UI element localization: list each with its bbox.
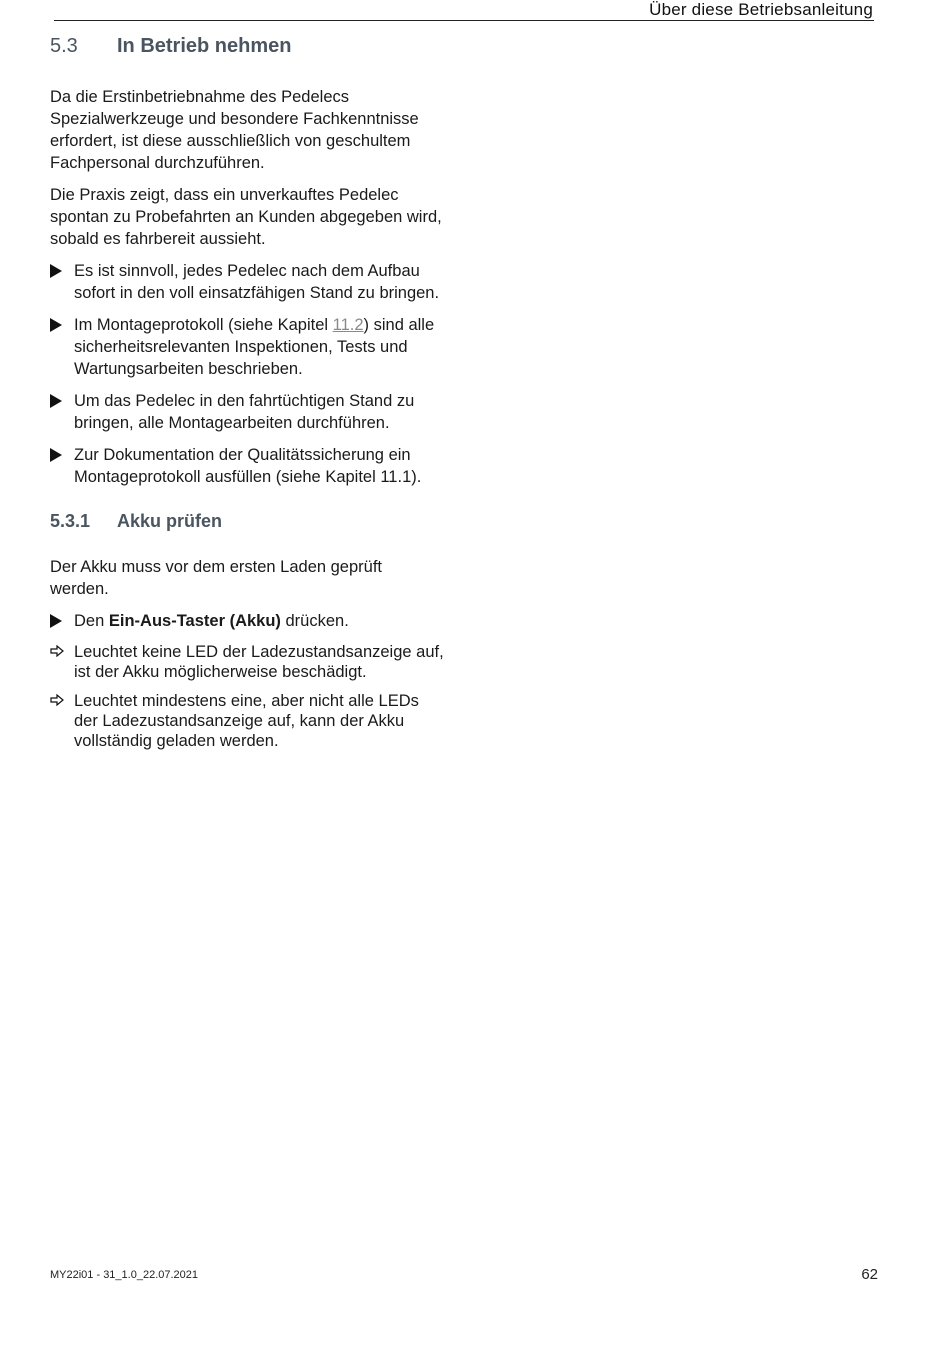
instruction-item xyxy=(50,314,445,380)
instruction-text: Zur Dokumentation der Qualitätssicherung ein Montageprotokoll ausfüllen (siehe Kapitel 11.1). xyxy=(74,446,422,486)
paragraph: Der Akku muss vor dem ersten Laden geprüft werden. xyxy=(50,558,382,598)
triangle-right-icon xyxy=(50,260,74,304)
paragraph: Da die Erstinbetriebnahme des Pedelecs Spezialwerkzeuge und besondere Fachkenntnisse erfordert, ist diese ausschließlich von geschultem Fachpersonal durchzuführen. xyxy=(50,88,419,172)
subsection-title: Akku prüfen xyxy=(117,511,223,531)
running-header-title: Über diese Betriebsanleitung xyxy=(649,0,873,19)
result-text: Leuchtet mindestens eine, aber nicht alle LEDs der Ladezustandsanzeige auf, kann der Akku vollständig geladen werden. xyxy=(74,692,419,750)
subsection-number: 5.3.1 xyxy=(50,511,91,531)
section-number: 5.3 xyxy=(50,35,78,57)
instruction-text: Um das Pedelec in den fahrtüchtigen Stand zu bringen, alle Montagearbeiten durchführen. xyxy=(74,392,415,432)
outline-arrow-right-icon xyxy=(50,642,74,682)
page-number: 62 xyxy=(861,1266,878,1283)
page-content xyxy=(50,32,445,760)
triangle-right-icon xyxy=(50,610,74,632)
result-text: Leuchtet keine LED der Ladezustandsanzeige auf, ist der Akku möglicherweise beschädigt. xyxy=(74,643,444,681)
instruction-text: Den Ein-Aus-Taster (Akku) drücken. xyxy=(74,612,349,630)
footer-document-id: MY22i01 - 31_1.0_22.07.2021 xyxy=(50,1269,199,1281)
result-item xyxy=(50,642,445,682)
instruction-item xyxy=(50,390,445,434)
section-heading xyxy=(50,32,445,60)
section-title: In Betrieb nehmen xyxy=(117,35,292,57)
triangle-right-icon xyxy=(50,390,74,434)
subsection-heading xyxy=(50,508,445,534)
instruction-item xyxy=(50,444,445,488)
instruction-item xyxy=(50,260,445,304)
instruction-text: Es ist sinnvoll, jedes Pedelec nach dem Aufbau sofort in den voll einsatzfähigen Stand zu bringen. xyxy=(74,262,440,302)
instruction-text: Im Montageprotokoll (siehe Kapitel 11.2) sind alle sicherheitsrelevanten Inspektionen, Tests und Wartungsarbeiten beschrieben. xyxy=(74,316,435,378)
header-rule xyxy=(54,20,874,21)
chapter-link[interactable]: 11.2 xyxy=(332,316,364,334)
triangle-right-icon xyxy=(50,444,74,488)
paragraph: Die Praxis zeigt, dass ein unverkauftes Pedelec spontan zu Probefahrten an Kunden abgegeben wird, sobald es fahrbereit aussieht. xyxy=(50,186,442,248)
instruction-item xyxy=(50,610,445,632)
triangle-right-icon xyxy=(50,314,74,380)
outline-arrow-right-icon xyxy=(50,691,74,751)
result-item xyxy=(50,691,445,751)
button-name: Ein-Aus-Taster (Akku) xyxy=(108,612,281,630)
